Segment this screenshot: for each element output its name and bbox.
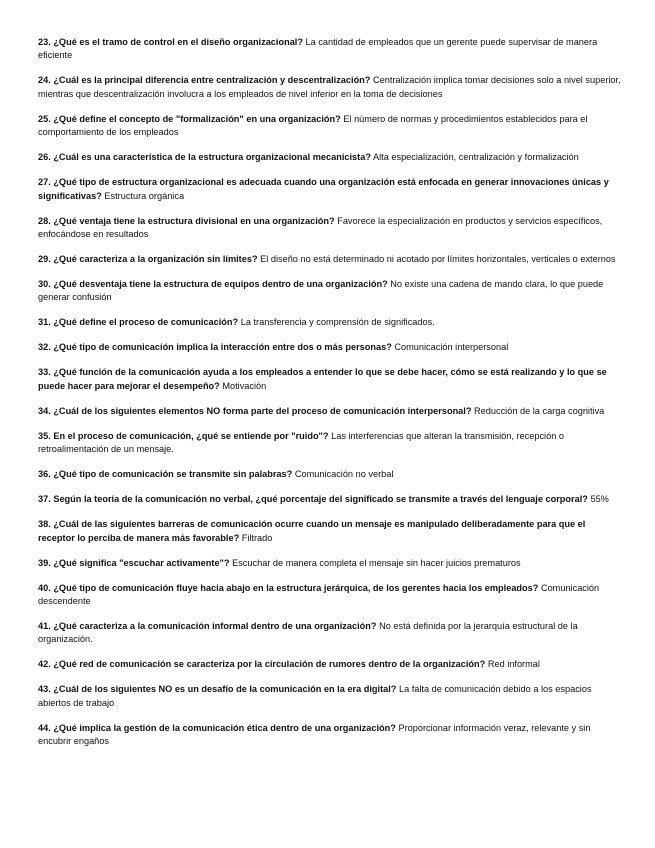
question-text: 23. ¿Qué es el tramo de control en el diseño organizacional? [38, 37, 303, 47]
question-text: 26. ¿Cuál es una característica de la estructura organizacional mecanicista? [38, 152, 371, 163]
qa-item [38, 74, 622, 101]
qa-item [38, 366, 622, 393]
answer-text: 55% [590, 494, 609, 505]
question-text: 38. ¿Cuál de las siguientes barreras de comunicación ocurre cuando un mensaje es manipulado deliberadamente para que el receptor lo perciba de manera más favorable? [38, 519, 586, 543]
answer-text: Comunicación no verbal [294, 469, 394, 480]
question-text: 32. ¿Qué tipo de comunicación implica la interacción entre dos o más personas? [38, 342, 392, 353]
qa-item [38, 430, 622, 457]
question-text: 25. ¿Qué define el concepto de "formalización" en una organización? [38, 113, 341, 124]
question-text: 39. ¿Qué significa "escuchar activamente"? [38, 557, 230, 568]
answer-text: Proporcionar información veraz, relevante y sin encubrir engaños [38, 722, 591, 747]
question-text: 24. ¿Cuál es la principal diferencia entre centralización y descentralización? [38, 75, 371, 86]
qa-item [38, 36, 622, 63]
question-text: 43. ¿Cuál de los siguientes NO es un desafío de la comunicación en la era digital? [38, 684, 397, 695]
answer-text: Escuchar de manera completa el mensaje sin hacer juicios prematuros [232, 557, 521, 568]
qa-item [38, 658, 622, 671]
question-text: 42. ¿Qué red de comunicación se caracteriza por la circulación de rumores dentro de la organización? [38, 659, 486, 670]
answer-text: Favorece la especialización en productos y servicios específicos, enfocándose en resultados [38, 215, 603, 240]
answer-text: No está definida por la jerarquía estructural de la organización. [38, 621, 578, 645]
answer-text: El diseño no está determinado ni acotado por límites horizontales, verticales o externos [260, 254, 616, 265]
question-text: 27. ¿Qué tipo de estructura organizacional es adecuada cuando una organización está enfocada en generar innovaciones únicas y significativas? [38, 177, 609, 201]
question-text: 44. ¿Qué implica la gestión de la comunicación ética dentro de una organización? [38, 722, 396, 733]
answer-text: Comunicación interpersonal [394, 342, 509, 353]
qa-item [38, 151, 622, 164]
question-text: 36. ¿Qué tipo de comunicación se transmite sin palabras? [38, 469, 293, 480]
question-text: 30. ¿Qué desventaja tiene la estructura de equipos dentro de una organización? [38, 279, 388, 290]
answer-text: El número de normas y procedimientos establecidos para el comportamiento de los empleados [38, 113, 588, 138]
qa-item [38, 176, 622, 203]
answer-text: La cantidad de empleados que un gerente puede supervisar de manera eficiente [38, 37, 598, 61]
qa-item [38, 582, 622, 609]
question-text: 29. ¿Qué caracteriza a la organización sin límites? [38, 254, 258, 265]
qa-item [38, 278, 622, 305]
answer-text: No existe una cadena de mando clara, lo que puede generar confusión [38, 279, 604, 303]
qa-item [38, 405, 622, 418]
qa-item [38, 722, 622, 749]
qa-item [38, 341, 622, 354]
qa-item [38, 316, 622, 329]
answer-text: Filtrado [241, 532, 273, 543]
question-text: 34. ¿Cuál de los siguientes elementos NO forma parte del proceso de comunicación interpersonal? [38, 405, 472, 416]
qa-item [38, 253, 622, 266]
qa-item [38, 557, 622, 570]
answer-text: La falta de comunicación debido a los espacios abiertos de trabajo [38, 684, 592, 708]
answer-text: Reducción de la carga cognitiva [474, 405, 605, 416]
qa-item [38, 493, 622, 506]
answer-text: La transferencia y comprensión de significados. [240, 317, 435, 328]
answer-text: Centralización implica tomar decisiones solo a nivel superior, mientras que descentralización involucra a los empleados de nivel inferior en la toma de decisiones [38, 75, 621, 99]
qa-item [38, 113, 622, 140]
qa-item [38, 518, 622, 545]
qa-item [38, 215, 622, 242]
answer-text: Red informal [487, 659, 540, 670]
answer-text: Motivación [222, 380, 267, 391]
qa-item [38, 683, 622, 710]
answer-text: Las interferencias que alteran la transmisión, recepción o retroalimentación de un mensaje. [38, 430, 564, 455]
answer-text: Alta especialización, centralización y formalización [372, 152, 579, 163]
document-page [38, 36, 622, 760]
question-text: 28. ¿Qué ventaja tiene la estructura divisional en una organización? [38, 215, 335, 226]
answer-text: Comunicación descendente [38, 582, 600, 607]
question-text: 41. ¿Qué caracteriza a la comunicación informal dentro de una organización? [38, 621, 377, 632]
qa-item [38, 468, 622, 481]
question-text: 37. Según la teoría de la comunicación no verbal, ¿qué porcentaje del significado se transmite a través del lenguaje corporal? [38, 494, 588, 505]
answer-text: Estructura orgánica [104, 190, 185, 201]
qa-item [38, 620, 622, 647]
question-text: 33. ¿Qué función de la comunicación ayuda a los empleados a entender lo que se debe hacer, cómo se está realizando y lo que se puede hacer para mejorar el desempeño? [38, 367, 607, 391]
question-text: 31. ¿Qué define el proceso de comunicación? [38, 317, 239, 328]
question-text: 40. ¿Qué tipo de comunicación fluye hacia abajo en la estructura jerárquica, de los gerentes hacia los empleados? [38, 582, 539, 593]
question-text: 35. En el proceso de comunicación, ¿qué se entiende por "ruido"? [38, 430, 329, 441]
